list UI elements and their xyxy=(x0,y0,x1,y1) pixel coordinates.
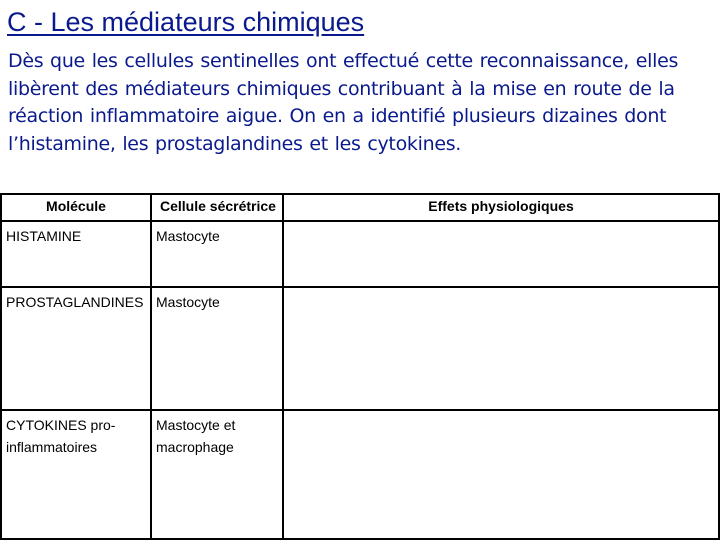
cell-effets[interactable] xyxy=(283,221,719,287)
cell-cellule: Mastocyte xyxy=(151,221,283,287)
intro-paragraph: Dès que les cellules sentinelles ont effectué cette reconnaissance, elles libèrent des médiateurs chimiques contribuant à la mise en route de la réaction inflammatoire aigue. On en a identifié plusieurs dizaines dont l’histamine, les prostaglandines et les cytokines. xyxy=(8,50,679,155)
cell-cellule: Mastocyte xyxy=(151,287,283,410)
header-effets: Effets physiologiques xyxy=(283,194,719,221)
mediators-table xyxy=(0,193,720,540)
cell-cellule: Mastocyte et macrophage xyxy=(151,410,283,539)
cell-effets[interactable] xyxy=(283,287,719,410)
cell-molecule: CYTOKINES pro-inflammatoires xyxy=(1,410,151,539)
cell-molecule: PROSTAGLANDINES xyxy=(1,287,151,410)
table-header-row xyxy=(1,194,719,221)
page-title: C - Les médiateurs chimiques xyxy=(7,7,365,37)
cell-molecule: HISTAMINE xyxy=(1,221,151,287)
header-molecule: Molécule xyxy=(1,194,151,221)
table-row xyxy=(1,410,719,539)
cell-effets[interactable] xyxy=(283,410,719,539)
header-cellule: Cellule sécrétrice xyxy=(151,194,283,221)
table-row xyxy=(1,287,719,410)
table-row xyxy=(1,221,719,287)
